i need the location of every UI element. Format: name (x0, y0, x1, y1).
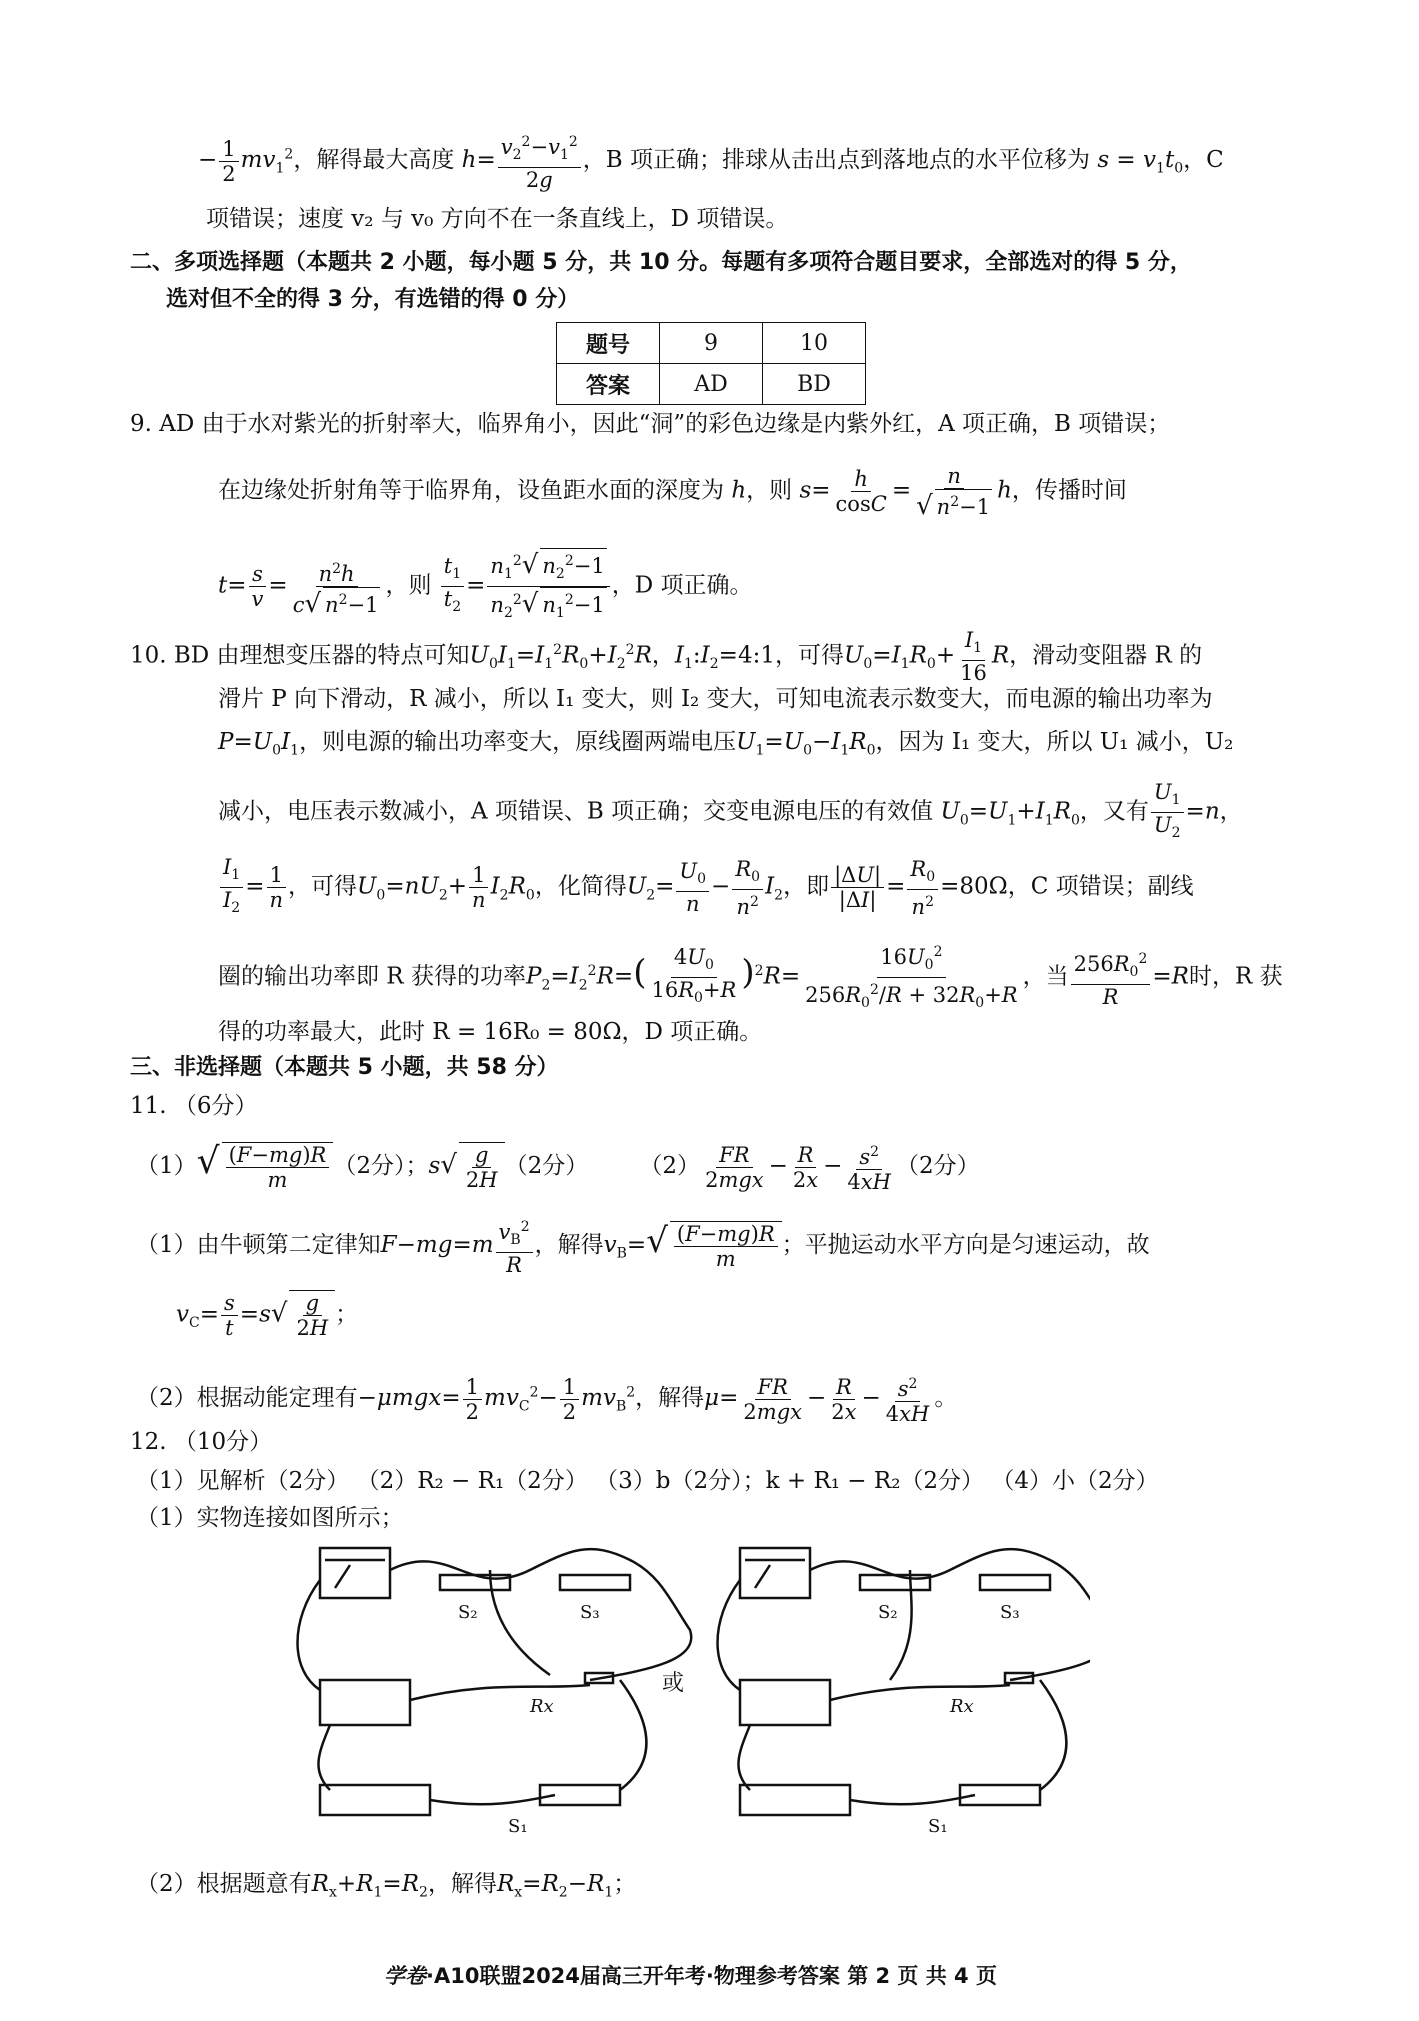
q12-explain1: （1）实物连接如图所示； (136, 1505, 404, 1531)
section2-title: 二、多项选择题（本题共 2 小题，每小题 5 分，共 10 分。每题有多项符合题目要求，全部选对的得 5 分， (130, 250, 1192, 275)
q10-line5: $\frac{I_1}{I_2}$ = $\frac{1}{n}$ ，可得$U_0=nU_2+$ $\frac{1}{n}$ $I_2R_0$，化简得$U_2=$ $\frac{U_0}{n}$ − $\frac{R_0}{n^2}$ $I_2$，即 $\frac{|\Delta U|}{|\Delta I|}$ = $\frac{R_0}{n^2}$ =80Ω，C 项错误；副线 (218, 855, 1194, 920)
battery-left (320, 1785, 430, 1815)
table-cell: AD (660, 364, 763, 405)
q9-line2: 在边缘处折射角等于临界角，设鱼距水面的深度为 h，则 s= $\frac{h}{\cos C}$ = $\frac{n}{√ n^2-1}$ h，传播时间 (218, 464, 1127, 521)
q10-line7: 得的功率最大，此时 R = 16R₀ = 80Ω，D 项正确。 (218, 1019, 763, 1045)
q12-answers: （1）见解析（2分） （2）R₂ − R₁（2分） （3）b（2分）；k + R₁ − R₂（2分） （4）小（2分） (136, 1468, 1159, 1494)
switch-s3-left (560, 1575, 630, 1590)
label-rx-left: Rx (530, 1696, 554, 1717)
battery-right (740, 1785, 850, 1815)
label-s2-left: S₂ (458, 1602, 478, 1623)
label-s3-right: S₃ (1000, 1602, 1020, 1623)
section2-title2: 选对但不全的得 3 分，有选错的得 0 分） (166, 287, 580, 312)
section3-title: 三、非选择题（本题共 5 小题，共 58 分） (130, 1055, 559, 1080)
page-footer (384, 1960, 997, 1990)
answer-table (556, 322, 866, 405)
q11-explain3: （2）根据动能定理有−μmgx= $\frac{1}{2}$ $mv_C^2-$ $\frac{1}{2}$ $mv_B^2$，解得μ= $\frac{FR}{\text{2mgx}}$ − $\frac{R}{2x}$ − $\frac{s^2}{4xH}$ 。 (136, 1372, 957, 1426)
switch-s2-right (860, 1575, 930, 1590)
table-cell: 9 (660, 323, 763, 364)
table-header-a: 答案 (557, 364, 660, 405)
label-s1-right: S₁ (928, 1816, 948, 1837)
q11-head: 11. （6分） (130, 1093, 258, 1119)
footer-text: ·A10联盟2024届高三开年考·物理参考答案 第 2 页 共 4 页 (426, 1964, 997, 1988)
switch-s2-left (440, 1575, 510, 1590)
table-cell: BD (763, 364, 866, 405)
q9-line3: t= $\frac{s}{v}$ = $\frac{n^2h}{c√ n^2-1}$ ，则 $\frac{t_1}{t_2}$ = $\frac{n_1^2√ n_2^2-1}{n_2^2√ n_1^2-1}$ ，D 项正确。 (218, 548, 752, 625)
q11-explain1: （1）由牛顿第二定律知F−mg=m $\frac{v_B^2}{R}$ ，解得$v_B=√$ $\frac{(F-mg)R}{m}$ ；平抛运动水平方向是匀速运动，故 (136, 1215, 1150, 1277)
voltmeter-left (320, 1548, 390, 1598)
label-s3-left: S₃ (580, 1602, 600, 1623)
q9-line1: 9. AD 由于水对紫光的折射率大，临界角小，因此“洞”的彩色边缘是内紫外红，A 项正确，B 项错误； (130, 411, 1171, 437)
q10-line6: 圈的输出功率即 R 获得的功率$P_2=I_2^2R=$( $\frac{4U_0}{16R_0+R}$ )$^2$R= $\frac{16U_0^2}{256R_0^2/R + 32R_0+R}$ ，当 $\frac{256R_0^2}{R}$ =R时，R 获 (218, 940, 1283, 1015)
q11-explain2: $v_C=$ $\frac{s}{t}$ =s√ $\frac{g}{2H}$ ； (176, 1291, 359, 1340)
label-s2-right: S₂ (878, 1602, 898, 1623)
circuit-figures (290, 1540, 1090, 1840)
table-header-q: 题号 (557, 323, 660, 364)
voltmeter-right (740, 1548, 810, 1598)
ammeter-right (740, 1680, 830, 1725)
switch-s3-right (980, 1575, 1050, 1590)
q10-line1: 10. BD 由理想变压器的特点可知$U_0I_1=I_1^2R_0+I_2^2R$，$I_1:I_2=4:1$，可得$U_0=I_1R_0+$ $\frac{I_1}{16}$ R，滑动变阻器 R 的 (130, 628, 1203, 686)
p1-line1: − $\frac{1}{2}$ $mv_1^2$，解得最大高度 h= $\frac{v_2^2-v_1^2}{2g}$ ，B 项正确；排球从击出点到落地点的水平位移为 $s = v_1t_0$，C (198, 130, 1224, 192)
q11-answers: （1）√ $\frac{(F-mg)R}{m}$ （2分）；s√ $\frac{g}{2H}$ （2分） （2） $\frac{FR}{\text{2mgx}}$ − $\frac{R}{2x}$ − $\frac{s^2}{4xH}$ （2分） (136, 1141, 980, 1194)
label-rx-right: Rx (950, 1696, 974, 1717)
label-s1-left: S₁ (508, 1816, 528, 1837)
q10-line4: 减小，电压表示数减小，A 项错误、B 项正确；交变电源电压的有效值 $U_0=U_1+I_1R_0$，又有 $\frac{U_1}{U_2}$ =n， (218, 780, 1243, 842)
q12-head: 12. （10分） (130, 1429, 273, 1455)
label-or: 或 (662, 1671, 685, 1696)
q12-explain2: （2）根据题意有$R_x+R_1=R_2$，解得$R_x=R_2-R_1$； (136, 1871, 637, 1901)
ammeter-left (320, 1680, 410, 1725)
table-cell: 10 (763, 323, 866, 364)
q10-line3: $P=U_0I_1$，则电源的输出功率变大，原线圈两端电压$U_1=U_0-I_1R_0$，因为 I₁ 变大，所以 U₁ 减小，U₂ (218, 729, 1234, 759)
brand-logo: 学卷 (384, 1964, 426, 1988)
p1-line2: 项错误；速度 v₂ 与 v₀ 方向不在一条直线上，D 项错误。 (206, 206, 789, 232)
q10-line2: 滑片 P 向下滑动，R 减小，所以 I₁ 变大，则 I₂ 变大，可知电流表示数变大，而电源的输出功率为 (218, 686, 1213, 712)
